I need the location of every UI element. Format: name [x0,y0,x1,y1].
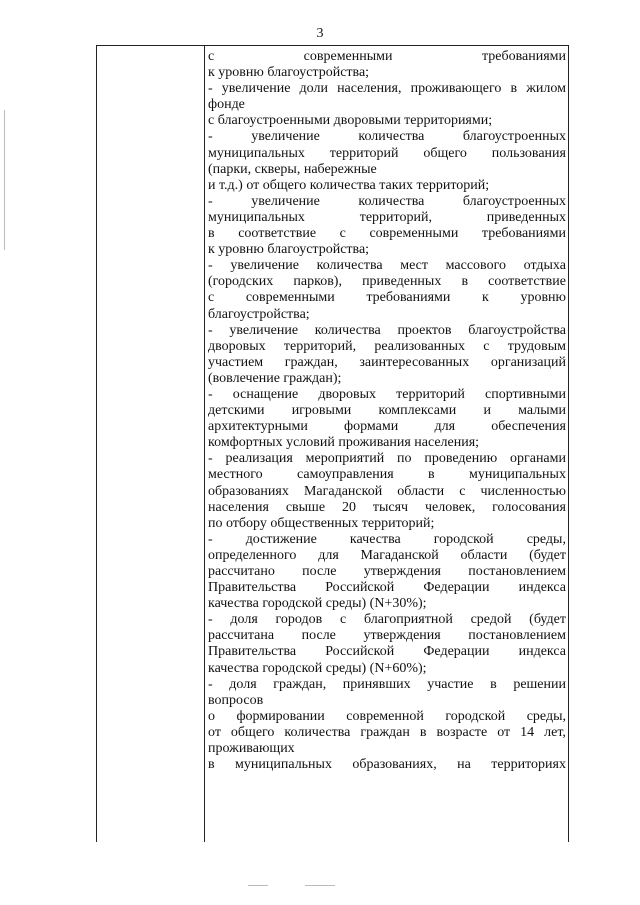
word: благоприятной [363,612,453,628]
word: местного [208,467,263,483]
text-line [208,129,566,145]
word: требованиями [481,49,566,64]
word: детскими [208,403,265,419]
word: - [208,81,213,97]
word: лет, [544,724,566,740]
word: на [457,757,471,773]
word: трудовым [507,338,566,354]
word: среды, [526,531,566,547]
word: человек, [424,499,476,515]
word: комплексами [378,403,457,419]
word: доля [230,612,258,628]
word: городской [445,708,506,724]
word: отдыха [523,258,566,274]
word: малыми [518,403,566,419]
text-line: по отбору общественных территорий; [208,515,435,531]
word: благоустроенных [462,193,566,209]
text-line [208,146,566,162]
word: количества [316,258,383,274]
word: - [208,258,213,274]
word: с [339,612,347,628]
word: территорий, [359,209,432,225]
word: Российской [325,580,395,596]
word: территориях [491,757,566,773]
text-line: проживающих [208,741,295,757]
text-line: к уровню благоустройства; [208,242,370,258]
word: дворовых [318,386,377,402]
word: населения, [337,81,402,97]
word: рассчитано [208,564,275,579]
text-line [208,467,566,483]
word: благоустроенных [462,129,566,145]
text-line: качества городской среды) (N+60%); [208,660,427,676]
document-table [96,45,569,842]
word: парков), [293,274,342,290]
word: индекса [518,580,566,596]
word: постановлением [468,564,566,579]
word: с [208,49,215,64]
text-line [208,258,566,274]
word: области [460,547,508,563]
text-line [208,612,566,628]
word: Федерации [423,580,490,596]
word: муниципальных [208,145,305,161]
word: количества [358,193,425,209]
word: к [482,290,489,306]
word: оснащение [232,386,299,402]
word: доли [299,81,328,97]
word: организаций [490,354,566,370]
word: голосования [492,499,566,515]
word: индекса [518,644,566,660]
word: Магаданской [360,547,439,563]
text-line [208,49,566,65]
word: качества [349,531,401,547]
text-line [208,210,566,226]
word: (будет [529,547,566,563]
word: проектов [397,322,452,338]
word: заинтересованных [359,354,470,370]
word: архитектурными [208,419,308,435]
word: формировании [236,708,325,724]
word: благоустройства [468,322,566,338]
word: обеспечения [491,419,566,435]
word: уровню [520,290,566,306]
word: городской [433,531,494,547]
word: участием [208,354,264,370]
text-line [208,564,566,580]
word: средой [470,612,512,628]
word: количества [284,724,351,740]
text-line: и т.д.) от общего количества таких территорий; [208,177,490,193]
word: общего [230,724,275,740]
word: современными [369,226,459,242]
word: требованиями [366,290,451,306]
word: - [208,386,213,402]
word: образованиях [208,483,289,499]
word: общего [423,145,467,161]
word: органами [509,451,566,467]
text-line [208,339,566,355]
word: определенного [208,547,297,563]
word: территорий [396,386,465,402]
word: соответствие [238,226,317,242]
word: - [208,322,213,338]
text-line [208,500,566,516]
text-line [208,226,566,242]
word: муниципальных [469,467,566,483]
text-line: вопросов [208,692,264,708]
word: территорий [329,145,399,161]
word: соответствие [488,274,566,290]
word: численностью [480,483,566,499]
word: приведенных [486,209,566,225]
word: (городских [208,274,274,290]
word: требованиями [481,226,566,242]
word: самоуправления [297,467,394,483]
word: реализованных [374,338,466,354]
word: тысяч [372,499,409,515]
word: - [208,451,213,467]
word: постановлением [468,628,566,644]
word: мест [400,258,429,274]
word: современными [303,49,393,64]
word: 14 [520,724,535,740]
text-line [208,419,566,435]
word: доля [229,676,257,692]
text-line: к уровню благоустройства; [208,65,370,81]
word: Правительства [208,580,297,596]
word: решении [513,676,566,692]
text-line: (парки, скверы, набережные [208,161,377,177]
word: приведенных [362,274,442,290]
text-line [208,677,566,693]
word: утверждения [363,564,441,579]
scan-mark [305,885,335,886]
word: по [397,451,412,467]
word: в [208,757,215,773]
word: увеличение [230,258,299,274]
word: увеличение [229,322,299,338]
word: 20 [341,499,356,515]
text-line: с благоустроенными дворовыми территориями; [208,113,493,129]
word: от [497,724,511,740]
word: после [301,628,336,644]
word: увеличение [221,81,291,97]
text-line [208,757,566,773]
text-line [208,451,566,467]
word: - [208,612,213,628]
word: увеличение [251,193,320,209]
text-line: благоустройства; [208,306,310,322]
scan-mark [4,110,5,250]
word: - [208,193,213,209]
text-line [208,484,566,500]
page-number: 3 [316,26,324,41]
text-line [208,81,566,97]
column-divider [204,46,205,842]
word: граждан, [273,676,327,692]
table-cell-text [208,49,566,773]
word: Российской [325,644,395,660]
word: принявших [342,676,411,692]
word: современными [245,290,335,306]
text-line [208,548,566,564]
word: в [490,676,497,692]
word: количества [314,322,381,338]
word: с [483,338,490,354]
word: образованиях, [352,757,437,773]
text-line: комфортных условий проживания населения; [208,435,480,451]
scan-mark [248,885,268,886]
word: и [483,403,491,419]
text-line [208,194,566,210]
text-line [208,355,566,371]
text-line [208,387,566,403]
word: проживающего [410,81,502,97]
word: для [318,547,339,563]
word: (будет [529,612,566,628]
text-line [208,709,566,725]
word: рассчитана [208,628,275,644]
text-line [208,323,566,339]
text-line [208,532,566,548]
word: в [461,274,469,290]
word: Федерации [423,644,490,660]
text-line [208,274,566,290]
word: увеличение [251,129,320,145]
word: граждан [360,724,410,740]
word: мероприятий [305,451,385,467]
word: формами [344,419,399,435]
text-line [208,725,566,741]
word: - [208,129,213,145]
word: массового [445,258,506,274]
word: количества [358,129,425,145]
word: городов [275,612,323,628]
word: Правительства [208,644,297,660]
word: в [428,467,435,483]
word: дворовых [208,338,266,354]
word: муниципальных [235,757,332,773]
word: проведению [424,451,498,467]
word: с [339,226,346,242]
text-line [208,580,566,596]
word: - [208,676,213,692]
word: достижение [245,531,317,547]
word: в [510,81,518,97]
word: игровыми [291,403,352,419]
word: граждан, [284,354,338,370]
word: участие [427,676,474,692]
word: жилом [526,81,566,97]
word: территорий, [283,338,357,354]
text-line [208,403,566,419]
word: Магаданской [303,483,383,499]
text-line: качества городской среды) (N+30%); [208,596,427,612]
text-line [208,290,566,306]
word: пользования [491,145,566,161]
word: спортивными [484,386,566,402]
word: - [208,531,213,547]
word: с [208,290,215,306]
word: после [302,564,337,579]
word: для [434,419,456,435]
word: в [419,724,427,740]
word: реализация [225,451,293,467]
word: с [459,483,466,499]
word: современной [346,708,424,724]
word: от [208,724,221,740]
word: в [208,226,215,242]
text-line [208,644,566,660]
word: муниципальных [208,209,305,225]
text-line: фонде [208,97,245,113]
word: среды, [526,708,566,724]
word: области [397,483,445,499]
text-line: (вовлечение граждан); [208,370,342,386]
word: утверждения [363,628,441,644]
word: свыше [285,499,326,515]
word: о [208,708,215,724]
word: населения [208,499,269,515]
text-line [208,628,566,644]
word: возрасте [436,724,488,740]
